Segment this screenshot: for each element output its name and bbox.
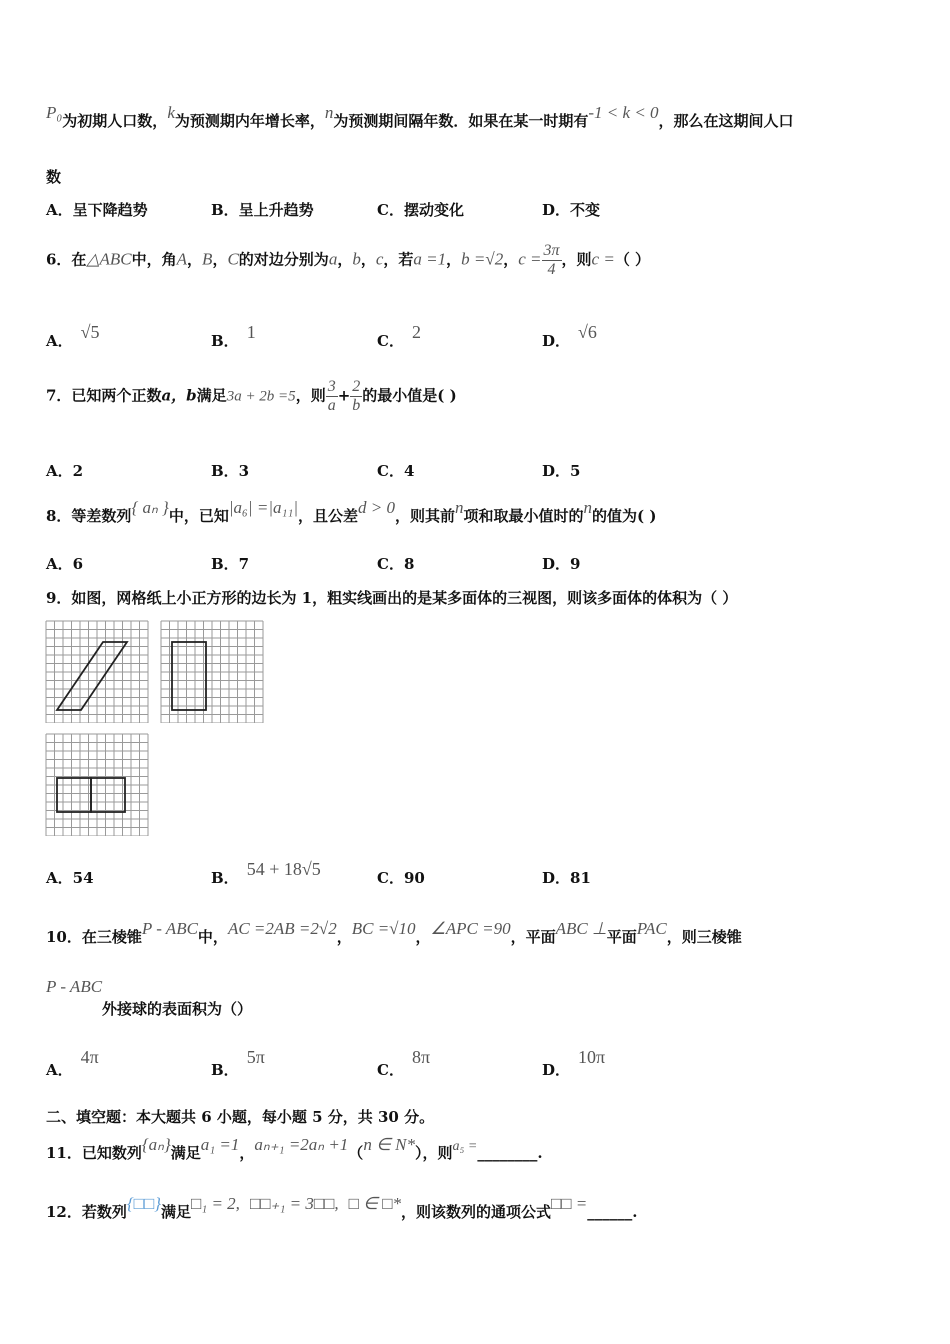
q12-stem: 12．若数列{□□}满足□₁ = 2, □□₊₁ = 3□□, □ ∈ □*，则该数列的通项公式□□ =______. — [46, 1194, 638, 1221]
q6-option-b: B． 1 — [211, 322, 256, 350]
q9-option-a: A．54 — [46, 869, 94, 887]
q8-option-d: D．9 — [542, 555, 581, 573]
q5-option-d: D．不变 — [542, 201, 601, 219]
q10-stem-line2: P - ABC外接球的表面积为（） — [46, 977, 253, 1018]
front-view-parallelogram — [57, 642, 127, 710]
q8-option-c: C．8 — [377, 555, 415, 573]
q12-answer-blank[interactable]: ______ — [587, 1203, 633, 1221]
q7-option-d: D．5 — [542, 462, 581, 480]
q10-option-d: D．10π — [542, 1047, 606, 1079]
q7-stem: 7．已知两个正数a，b满足3a + 2b =5，则 $\frac{3}{a}$ + $\frac{2}{b}$ 的最小值是( ) — [46, 378, 457, 414]
q8-option-a: A．6 — [46, 555, 84, 573]
p0-symbol: P₀ — [46, 103, 63, 122]
q11-answer-blank[interactable]: ________ — [477, 1144, 538, 1162]
section-2-heading: 二、填空题：本大题共 6 小题，每小题 5 分，共 30 分。 — [46, 1108, 435, 1126]
side-view-rectangle — [172, 642, 206, 710]
q8-option-b: B．7 — [211, 555, 250, 573]
q8-stem: 8．等差数列{ aₙ }中，已知|a₆| =|a₁₁|，且公差d > 0，则其前n项和取最小值时的n的值为( ) — [46, 498, 657, 525]
q9-stem: 9．如图，网格纸上小正方形的边长为 1，粗实线画出的是某多面体的三视图，则该多面体的体积为（ ） — [46, 589, 738, 607]
q5-option-a: A．呈下降趋势 — [46, 201, 148, 219]
top-view-right-square — [91, 778, 125, 812]
q7-option-a: A．2 — [46, 462, 84, 480]
top-view-grid — [45, 733, 149, 836]
q5-line2: 数 — [46, 168, 62, 186]
q9-option-d: D．81 — [542, 869, 591, 887]
q6-fraction: $\frac{3\pi}{4}$ — [543, 242, 560, 278]
q10-option-a: A．4π — [46, 1047, 99, 1079]
q9-option-c: C．90 — [377, 869, 425, 887]
q6-stem: 6．在△ABC中，角A，B，C的对边分别为a，b，c，若a =1，b =√2，c = $\frac{3\pi}{4}$ ，则c =（ ） — [46, 242, 651, 278]
q11-stem: 11．已知数列{aₙ}满足a₁ =1，aₙ₊₁ =2aₙ +1（n ∈ N*），则a₅ =________. — [46, 1135, 543, 1162]
front-view-grid — [45, 620, 149, 723]
q6-option-c: C． 2 — [377, 322, 421, 350]
q7-option-c: C．4 — [377, 462, 415, 480]
q5-line1: P₀为初期人口数，k为预测期内年增长率，n为预测期间隔年数．如果在某一时期有-1 < k < 0，那么在这期间人口 — [46, 103, 794, 130]
q10-option-b: B．5π — [211, 1047, 265, 1079]
q10-option-c: C．8π — [377, 1047, 431, 1079]
side-view-grid — [160, 620, 264, 723]
q10-stem-line1: 10．在三棱锥P - ABC中，AC =2AB =2√2，BC =√10，∠APC =90，平面ABC ⊥平面PAC，则三棱锥 — [46, 919, 742, 946]
q9-option-b: B． 54 + 18√5 — [211, 859, 321, 887]
q5-option-b: B．呈上升趋势 — [211, 201, 314, 219]
q5-option-c: C．摆动变化 — [377, 201, 464, 219]
q6-option-a: A． √5 — [46, 322, 100, 350]
q7-option-b: B．3 — [211, 462, 250, 480]
top-view-left-square — [57, 778, 91, 812]
q6-option-d: D． √6 — [542, 322, 597, 350]
